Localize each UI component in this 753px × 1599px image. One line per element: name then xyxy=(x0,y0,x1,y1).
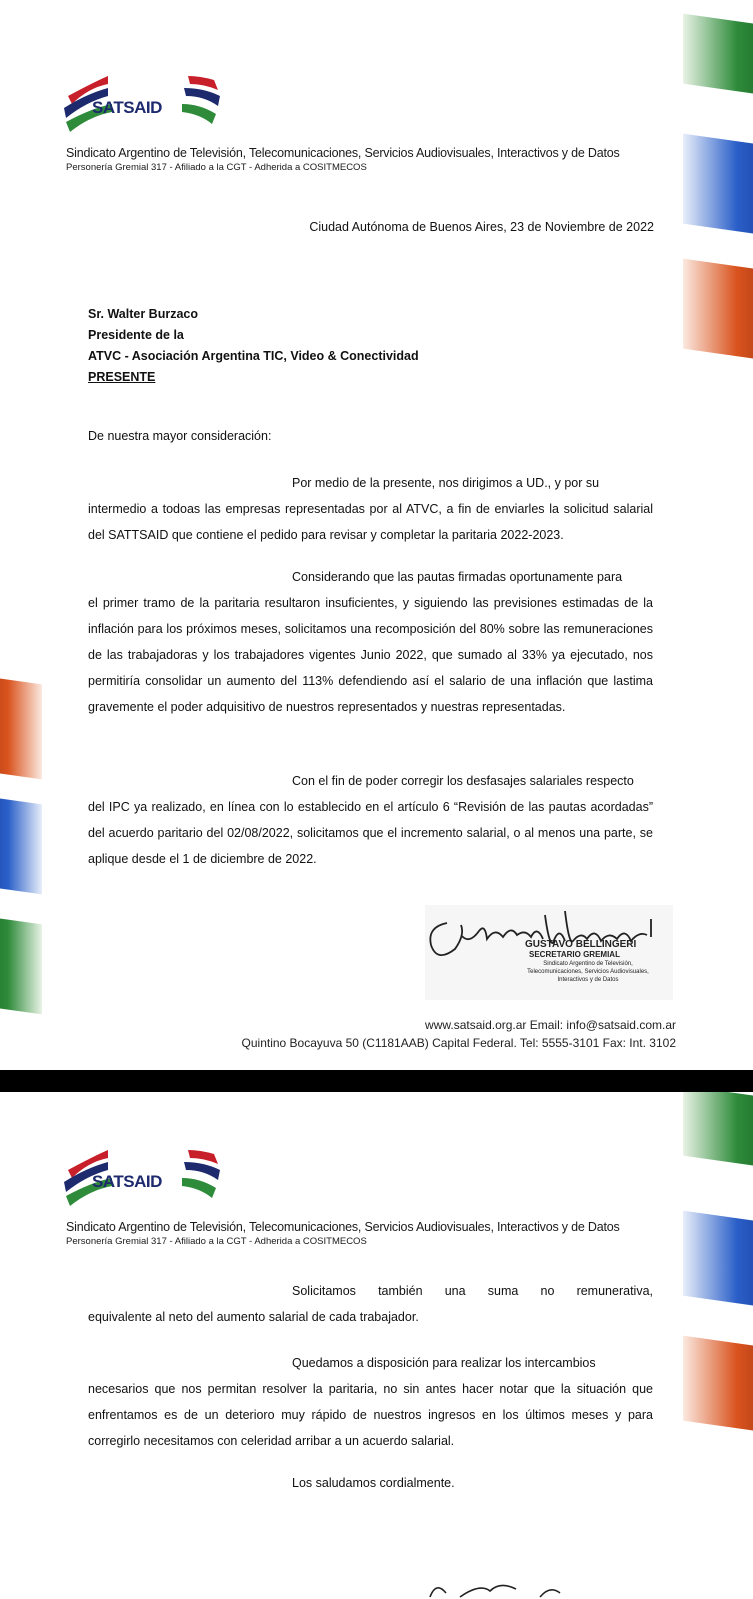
letter-page-2 xyxy=(0,1092,753,1599)
paragraph-2-first-line: Considerando que las pautas firmadas oportunamente para xyxy=(292,570,623,584)
signature-block xyxy=(425,905,673,1000)
union-registration: Personería Gremial 317 - Afiliado a la CGT - Adherida a COSITMECOS xyxy=(66,1236,367,1247)
paragraph-4-first-line: Solicitamos también una suma no remunerativa, xyxy=(292,1284,653,1298)
satsaid-logo xyxy=(64,74,224,134)
footer-address: Quintino Bocayuva 50 (C1181AAB) Capital Federal. Tel: 5555-3101 Fax: Int. 3102 xyxy=(241,1036,676,1050)
recipient-name: Sr. Walter Burzaco xyxy=(88,307,198,321)
green-stripe xyxy=(683,14,753,97)
paragraph-3-first-line: Con el fin de poder corregir los desfasajes salariales respecto xyxy=(292,774,634,788)
signatory-name: GUSTAVO BELLINGERI xyxy=(525,939,637,950)
satsaid-logo xyxy=(64,1148,224,1208)
union-name: Sindicato Argentino de Televisión, Telecomunicaciones, Servicios Audiovisuales, Interactivos y de Datos xyxy=(66,1220,620,1234)
blue-stripe xyxy=(683,134,753,237)
recipient-org: ATVC - Asociación Argentina TIC, Video & Conectividad xyxy=(88,349,419,363)
logo-text: SATSAID xyxy=(92,98,162,117)
presente-label: PRESENTE xyxy=(88,370,156,384)
green-stripe xyxy=(683,1092,753,1168)
blue-stripe xyxy=(683,1211,753,1309)
signatory-title: SECRETARIO GREMIAL xyxy=(529,950,620,959)
recipient-role: Presidente de la xyxy=(88,328,184,342)
date-line: Ciudad Autónoma de Buenos Aires, 23 de Noviembre de 2022 xyxy=(309,220,654,234)
paragraph-5: necesarios que nos permitan resolver la paritaria, no sin antes hacer notar que la situación que enfrentamos es de un deterioro muy rápido de nuestros ingresos en los últimos meses y para corregirlo necesitamos con celeridad arribar a un acuerdo salarial. xyxy=(88,1382,653,1448)
signatory-org: Sindicato Argentino de Televisión, Telecomunicaciones, Servicios Audiovisuales, Interactivos y de Datos xyxy=(527,961,649,983)
paragraph-4: equivalente al neto del aumento salarial de cada trabajador. xyxy=(88,1310,419,1324)
paragraph-1-first-line: Por medio de la presente, nos dirigimos a UD., y por su xyxy=(292,476,600,490)
paragraph-3: del IPC ya realizado, en línea con lo establecido en el artículo 6 “Revisión de las pautas acordadas” del acuerdo paritario del 02/08/2022, solicitamos que el incremento salarial, o al menos una parte, se aplique desde el 1 de diciembre de 2022. xyxy=(88,800,653,866)
logo-text: SATSAID xyxy=(92,1172,162,1191)
orange-stripe xyxy=(683,1336,753,1434)
paragraph-1: intermedio a todoas las empresas representadas por al ATVC, a fin de enviarles la solicitud salarial del SATTSAID que contiene el pedido para revisar y completar la paritaria 2022-2023. xyxy=(88,502,653,542)
green-stripe-left xyxy=(0,916,42,1015)
union-registration: Personería Gremial 317 - Afiliado a la CGT - Adherida a COSITMECOS xyxy=(66,162,367,173)
closing: Los saludamos cordialmente. xyxy=(292,1476,455,1490)
salutation: De nuestra mayor consideración: xyxy=(88,429,272,443)
orange-stripe-left xyxy=(0,676,42,780)
signature-fragment xyxy=(420,1577,580,1599)
blue-stripe-left xyxy=(0,796,42,895)
paragraph-5-first-line: Quedamos a disposición para realizar los intercambios xyxy=(292,1356,596,1370)
footer-contact: www.satsaid.org.ar Email: info@satsaid.com.ar xyxy=(425,1018,676,1032)
orange-stripe xyxy=(683,259,753,362)
union-name: Sindicato Argentino de Televisión, Telecomunicaciones, Servicios Audiovisuales, Interactivos y de Datos xyxy=(66,146,620,160)
paragraph-2: el primer tramo de la paritaria resultaron insuficientes, y siguiendo las previsiones estimadas de la inflación para los próximos meses, solicitamos una recomposición del 80% sobre las remuneraciones de las trabajadoras y los trabajadores vigentes Junio 2022, que sumado al 33% ya ejecutado, nos permitiría consolidar un aumento del 113% defendiendo así el salario de una inflación que lastima gravemente el poder adquisitivo de nuestros representados y nuestras representadas. xyxy=(88,596,653,714)
